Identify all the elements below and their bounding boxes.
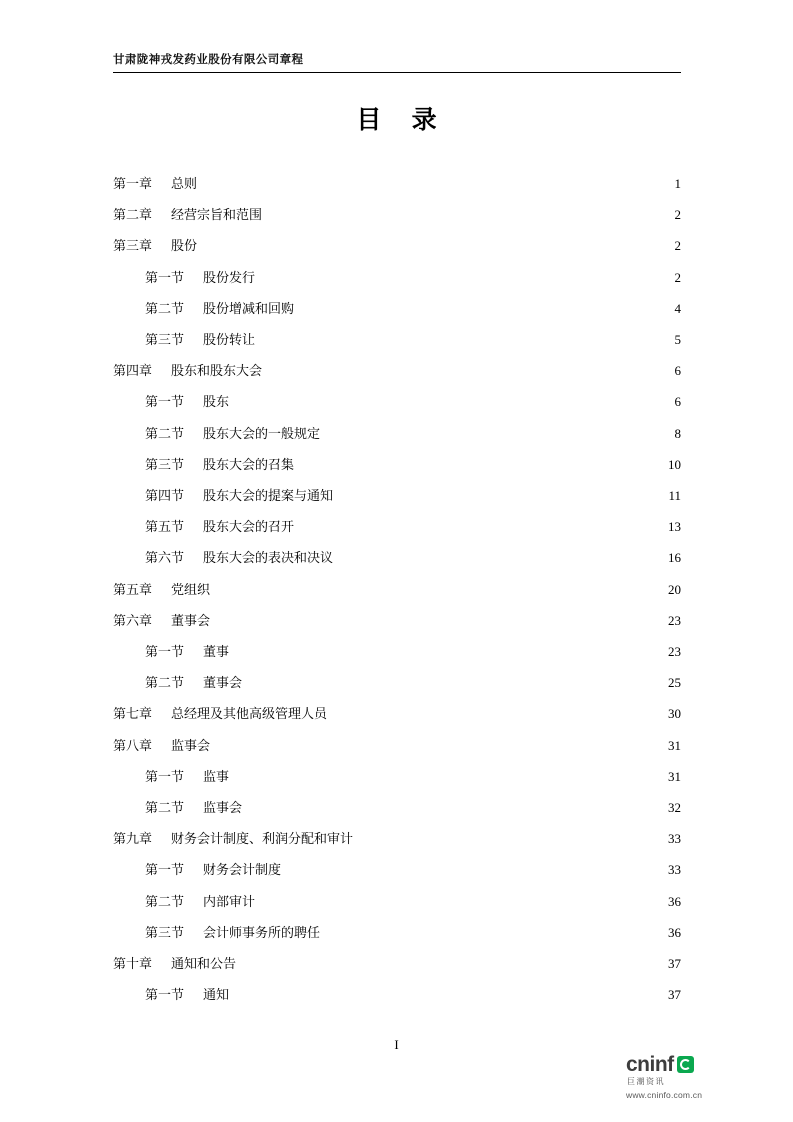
toc-entry-title: 总则 <box>171 176 198 191</box>
toc-entry-page: 2 <box>674 269 681 285</box>
toc-entry-number: 第二节 <box>145 800 185 816</box>
toc-entry-number: 第三节 <box>145 924 185 940</box>
toc-entry-page: 2 <box>674 207 681 223</box>
toc-leader-dots <box>328 704 664 717</box>
toc-entry-number: 第一节 <box>145 644 185 660</box>
toc-entry-page: 5 <box>674 332 681 348</box>
toc-entry[interactable] <box>113 792 681 823</box>
toc-entry-number: 第三章 <box>113 238 153 254</box>
toc-entry-number: 第一节 <box>145 269 185 285</box>
toc-entry-label <box>113 605 210 636</box>
toc-entry-label <box>145 886 255 917</box>
toc-leader-dots <box>230 985 664 998</box>
toc-entry-title: 股东和股东大会 <box>171 363 263 379</box>
toc-entry-label <box>113 730 210 761</box>
toc-entry-number: 第二节 <box>145 300 185 316</box>
toc-leader-dots <box>263 361 664 374</box>
toc-leader-dots <box>295 299 664 312</box>
page-header <box>113 52 681 73</box>
toc-entry-page: 31 <box>668 768 681 784</box>
toc-leader-dots <box>256 892 664 905</box>
toc-entry[interactable] <box>113 449 681 480</box>
toc-entry-page: 37 <box>668 987 681 1003</box>
toc-entry-label <box>145 542 333 573</box>
toc-entry-number: 第四节 <box>145 488 185 504</box>
toc-entry-page: 23 <box>668 612 681 628</box>
toc-entry-title: 股东大会的提案与通知 <box>203 488 334 504</box>
toc-entry-title: 通知 <box>203 987 230 1003</box>
toc-leader-dots <box>354 829 664 842</box>
toc-entry-label <box>113 199 262 230</box>
header-divider <box>113 72 681 73</box>
toc-entry-page: 32 <box>668 800 681 816</box>
toc-entry-label <box>113 948 236 979</box>
toc-entry-number: 第三节 <box>145 332 185 348</box>
toc-entry-label <box>145 386 229 417</box>
toc-entry-label <box>145 511 294 542</box>
toc-entry-label <box>145 262 255 293</box>
toc-entry-title: 经营宗旨和范围 <box>171 207 263 223</box>
toc-entry[interactable] <box>113 574 681 605</box>
toc-entry-number: 第二节 <box>145 893 185 909</box>
toc-entry[interactable] <box>113 199 681 230</box>
toc-leader-dots <box>243 673 664 686</box>
toc-leader-dots <box>230 767 664 780</box>
toc-entry-number: 第一节 <box>145 987 185 1003</box>
toc-entry[interactable] <box>113 386 681 417</box>
toc-entry-number: 第一节 <box>145 394 185 410</box>
toc-entry-page: 8 <box>674 425 681 441</box>
toc-leader-dots <box>211 736 664 749</box>
toc-entry[interactable] <box>113 168 681 199</box>
toc-entry-page: 1 <box>674 176 681 191</box>
toc-entry-page: 13 <box>668 519 681 535</box>
page-number: I <box>394 1037 399 1052</box>
toc-leader-dots <box>243 798 664 811</box>
toc-entry-label <box>145 792 242 823</box>
toc-leader-dots <box>237 954 664 967</box>
toc-entry-number: 第一节 <box>145 862 185 878</box>
toc-entry-title: 监事会 <box>203 800 243 816</box>
toc-entry-title: 财务会计制度、利润分配和审计 <box>171 831 354 847</box>
toc-entry[interactable] <box>113 979 681 1010</box>
toc-leader-dots <box>263 205 664 218</box>
toc-entry-title: 财务会计制度 <box>203 862 282 878</box>
toc-entry-number: 第二节 <box>145 425 185 441</box>
toc-leader-dots <box>282 860 664 873</box>
toc-entry-number: 第十章 <box>113 956 153 972</box>
toc-entry-page: 25 <box>668 675 681 691</box>
toc-entry-label <box>145 324 255 355</box>
toc-entry-number: 第八章 <box>113 737 153 753</box>
toc-entry[interactable] <box>113 418 681 449</box>
toc-entry-number: 第二节 <box>145 675 185 691</box>
toc-entry-label <box>113 574 210 605</box>
toc-entry-title: 股东大会的一般规定 <box>203 425 321 441</box>
toc-entry-page: 2 <box>674 238 681 254</box>
toc-entry[interactable] <box>113 823 681 854</box>
toc-entry-page: 31 <box>668 737 681 753</box>
toc-entry-title: 董事 <box>203 644 230 660</box>
toc-entry-page: 33 <box>668 831 681 847</box>
toc-entry-label <box>145 761 229 792</box>
toc-leader-dots <box>295 517 664 530</box>
toc-entry-label <box>113 823 353 854</box>
toc-entry-title: 通知和公告 <box>171 956 237 972</box>
toc-entry-page: 36 <box>668 893 681 909</box>
toc-entry-label <box>113 168 197 199</box>
toc-entry[interactable] <box>113 667 681 698</box>
toc-entry-page: 23 <box>668 644 681 660</box>
toc-entry-label <box>145 293 294 324</box>
toc-entry-page: 20 <box>668 581 681 597</box>
cninfo-logo <box>626 1054 756 1100</box>
toc-leader-dots <box>198 236 664 249</box>
toc-entry-page: 16 <box>668 550 681 566</box>
toc-entry-title: 股份发行 <box>203 269 256 285</box>
toc-entry-page: 30 <box>668 706 681 722</box>
toc-entry-page: 4 <box>674 300 681 316</box>
toc-entry-page: 37 <box>668 956 681 972</box>
toc-leader-dots <box>295 455 664 468</box>
toc-entry-number: 第六节 <box>145 550 185 566</box>
toc-entry[interactable] <box>113 761 681 792</box>
logo-subtitle: 巨潮资讯 <box>627 1077 665 1086</box>
logo-wordmark: cninf <box>626 1053 674 1076</box>
toc-entry-number: 第九章 <box>113 831 153 847</box>
toc-entry[interactable] <box>113 917 681 948</box>
toc-entry-title: 会计师事务所的聘任 <box>203 924 321 940</box>
toc-entry-label <box>145 636 229 667</box>
toc-entry-page: 36 <box>668 924 681 940</box>
toc-entry-title: 股份 <box>171 238 198 254</box>
toc-leader-dots <box>321 424 664 437</box>
toc-leader-dots <box>230 392 664 405</box>
toc-entry-title: 股份增减和回购 <box>203 300 295 316</box>
toc-entry-title: 董事会 <box>203 675 243 691</box>
toc-entry-number: 第二章 <box>113 207 153 223</box>
toc-entry-label <box>145 854 281 885</box>
toc-entry-label <box>145 979 229 1010</box>
toc-leader-dots <box>334 548 664 561</box>
toc-entry-label <box>145 917 320 948</box>
toc-leader-dots <box>230 642 664 655</box>
toc-entry-title: 监事会 <box>171 737 211 753</box>
toc-entry[interactable] <box>113 293 681 324</box>
toc-entry-label <box>113 230 197 261</box>
toc-entry[interactable] <box>113 605 681 636</box>
toc-entry-label <box>113 355 262 386</box>
toc-entry-title: 股东大会的召集 <box>203 456 295 472</box>
toc-entry[interactable] <box>113 886 681 917</box>
toc-entry-title: 监事 <box>203 768 230 784</box>
toc-entry-label <box>145 480 333 511</box>
toc-entry[interactable] <box>113 698 681 729</box>
toc-entry[interactable] <box>113 730 681 761</box>
toc-entry-page: 6 <box>674 363 681 379</box>
cninfo-mark-icon <box>677 1056 694 1073</box>
toc-entry-number: 第一章 <box>113 176 153 191</box>
toc-entry[interactable] <box>113 542 681 573</box>
header-company-title: 甘肃陇神戎发药业股份有限公司章程 <box>113 54 304 66</box>
toc-entry-label <box>113 698 327 729</box>
toc-entry-page: 33 <box>668 862 681 878</box>
toc-leader-dots <box>334 486 664 499</box>
toc-leader-dots <box>198 174 664 187</box>
toc-entry-number: 第三节 <box>145 456 185 472</box>
toc-entry-number: 第五章 <box>113 581 153 597</box>
toc-leader-dots <box>321 923 664 936</box>
toc-entry[interactable] <box>113 636 681 667</box>
toc-entry-number: 第四章 <box>113 363 153 379</box>
page-title: 目 录 <box>356 107 449 134</box>
toc-leader-dots <box>256 330 664 343</box>
toc-entry-title: 党组织 <box>171 581 211 597</box>
toc-entry[interactable] <box>113 262 681 293</box>
toc-entry-title: 股东大会的召开 <box>203 519 295 535</box>
toc-entry-title: 股份转让 <box>203 332 256 348</box>
toc-entry-number: 第一节 <box>145 768 185 784</box>
toc-entry-label <box>145 449 294 480</box>
toc-entry-title: 股东大会的表决和决议 <box>203 550 334 566</box>
logo-row <box>626 1054 756 1075</box>
toc-entry-number: 第五节 <box>145 519 185 535</box>
toc-leader-dots <box>211 611 664 624</box>
toc-entry-number: 第七章 <box>113 706 153 722</box>
toc-entry[interactable] <box>113 854 681 885</box>
toc-entry[interactable] <box>113 511 681 542</box>
toc-entry-page: 10 <box>668 456 681 472</box>
toc-entry-title: 董事会 <box>171 612 211 628</box>
table-of-contents <box>113 168 681 1010</box>
toc-entry[interactable] <box>113 355 681 386</box>
toc-entry-label <box>145 667 242 698</box>
toc-entry[interactable] <box>113 324 681 355</box>
toc-entry-title: 总经理及其他高级管理人员 <box>171 706 328 722</box>
toc-entry-label <box>145 418 320 449</box>
toc-entry-page: 11 <box>668 488 681 504</box>
toc-entry-title: 内部审计 <box>203 893 256 909</box>
toc-entry-number: 第六章 <box>113 612 153 628</box>
toc-entry[interactable] <box>113 948 681 979</box>
toc-entry-page: 6 <box>674 394 681 410</box>
toc-entry-title: 股东 <box>203 394 230 410</box>
toc-entry[interactable] <box>113 480 681 511</box>
toc-leader-dots <box>256 268 664 281</box>
logo-url: www.cninfo.com.cn <box>626 1090 703 1100</box>
toc-entry[interactable] <box>113 230 681 261</box>
toc-leader-dots <box>211 580 664 593</box>
